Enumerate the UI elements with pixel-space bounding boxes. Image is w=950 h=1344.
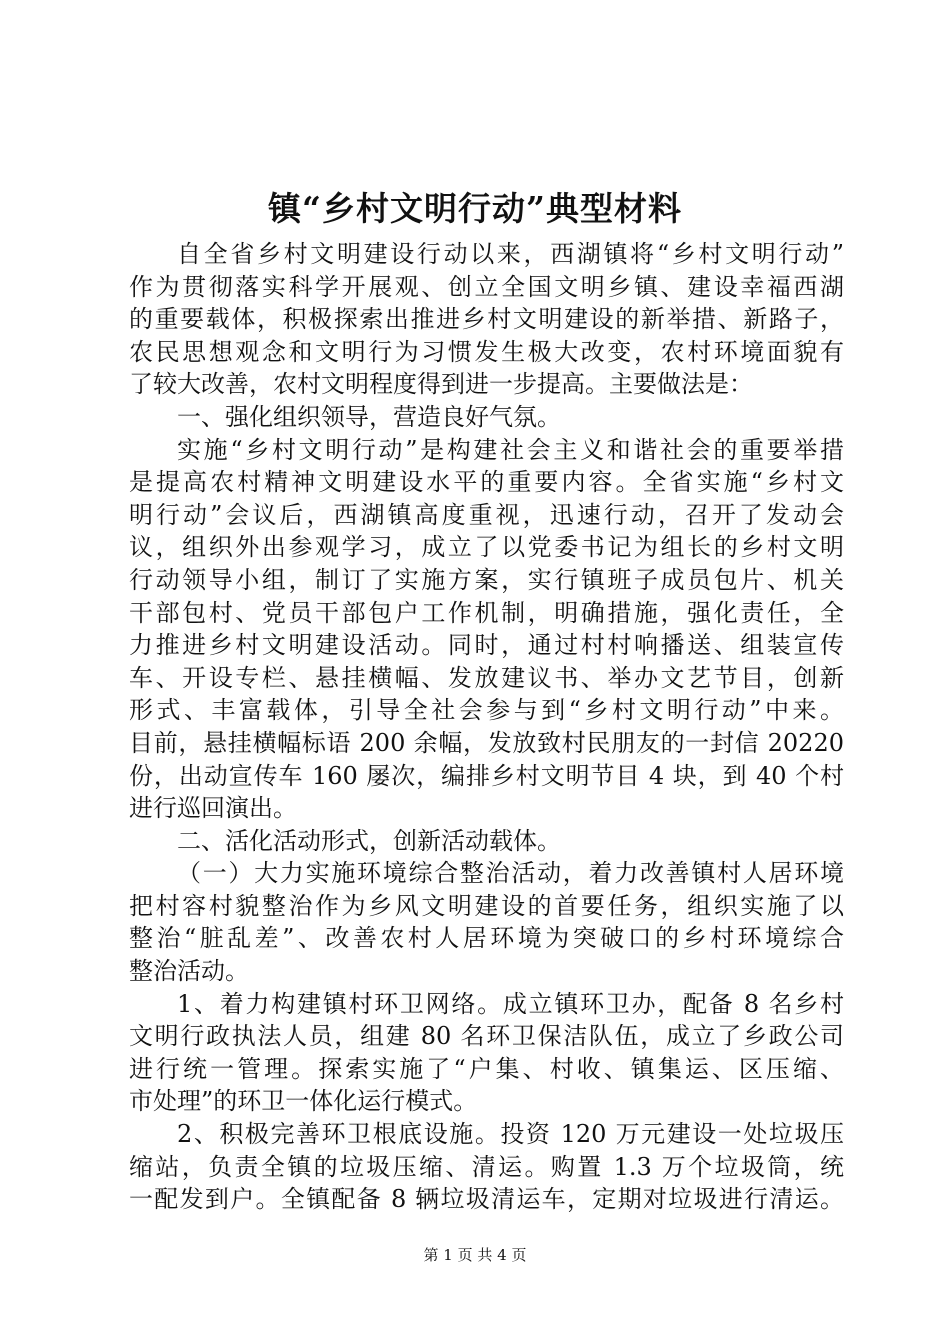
section-heading: 一、强化组织领导，营造良好气氛。	[177, 402, 561, 431]
text-line: 整治“脏乱差”、改善农村人居环境为突破口的乡村环境综合	[129, 924, 844, 953]
page-number: 第 1 页 共 4 页	[423, 1246, 527, 1264]
text-line: 整治活动。	[129, 957, 249, 986]
text-line: 一配发到户。全镇配备 8 辆垃圾清运车，定期对垃圾进行清运。	[129, 1185, 844, 1214]
text-line: 明行动”会议后，西湖镇高度重视，迅速行动，召开了发动会	[129, 500, 844, 529]
text-line: 作为贯彻落实科学开展观、创立全国文明乡镇、建设幸福西湖	[129, 272, 844, 301]
text-line: 形式、丰富载体，引导全社会参与到“乡村文明行动”中来。	[129, 696, 844, 725]
text-line: 行动领导小组，制订了实施方案，实行镇班子成员包片、机关	[129, 565, 844, 594]
text-line: （一）大力实施环境综合整治活动，着力改善镇村人居环境	[177, 859, 844, 888]
text-line: 市处理”的环卫一体化运行模式。	[129, 1087, 478, 1116]
document-title: 镇“乡村文明行动”典型材料	[268, 189, 682, 228]
text-line: 实施“乡村文明行动”是构建社会主义和谐社会的重要举措	[177, 435, 844, 464]
text-line: 干部包村、党员干部包户工作机制，明确措施，强化责任，全	[129, 598, 844, 627]
section-heading: 二、活化活动形式，创新活动载体。	[177, 826, 561, 855]
document-body	[129, 238, 844, 1216]
text-line: 车、开设专栏、悬挂横幅、发放建议书、举办文艺节目，创新	[129, 663, 844, 692]
text-line: 进行统一管理。探索实施了“户集、村收、镇集运、区压缩、	[129, 1054, 844, 1083]
text-line: 进行巡回演出。	[129, 794, 297, 823]
text-line: 自全省乡村文明建设行动以来，西湖镇将“乡村文明行动”	[177, 240, 844, 268]
text-line: 是提高农村精神文明建设水平的重要内容。全省实施“乡村文	[129, 468, 844, 497]
text-line: 1、着力构建镇村环卫网络。成立镇环卫办，配备 8 名乡村	[177, 989, 844, 1018]
text-line: 份，出动宣传车 160 屡次，编排乡村文明节目 4 块，到 40 个村	[129, 761, 844, 790]
text-line: 缩站，负责全镇的垃圾压缩、清运。购置 1.3 万个垃圾筒，统	[129, 1152, 844, 1181]
text-line: 议，组织外出参观学习，成立了以党委书记为组长的乡村文明	[129, 533, 844, 562]
text-line: 了较大改善，农村文明程度得到进一步提高。主要做法是：	[129, 370, 753, 399]
text-line: 2、积极完善环卫根底设施。投资 120 万元建设一处垃圾压	[177, 1120, 844, 1149]
text-line: 力推进乡村文明建设活动。同时，通过村村响播送、组装宣传	[129, 631, 844, 660]
text-line: 目前，悬挂横幅标语 200 余幅，发放致村民朋友的一封信 20220	[129, 728, 844, 757]
text-line: 农民思想观念和文明行为习惯发生极大改变，农村环境面貌有	[129, 337, 844, 366]
text-line: 的重要载体，积极探索出推进乡村文明建设的新举措、新路子，	[129, 305, 844, 334]
text-line: 把村容村貌整治作为乡风文明建设的首要任务，组织实施了以	[129, 891, 844, 920]
text-line: 文明行政执法人员，组建 80 名环卫保洁队伍，成立了乡政公司	[129, 1022, 844, 1051]
